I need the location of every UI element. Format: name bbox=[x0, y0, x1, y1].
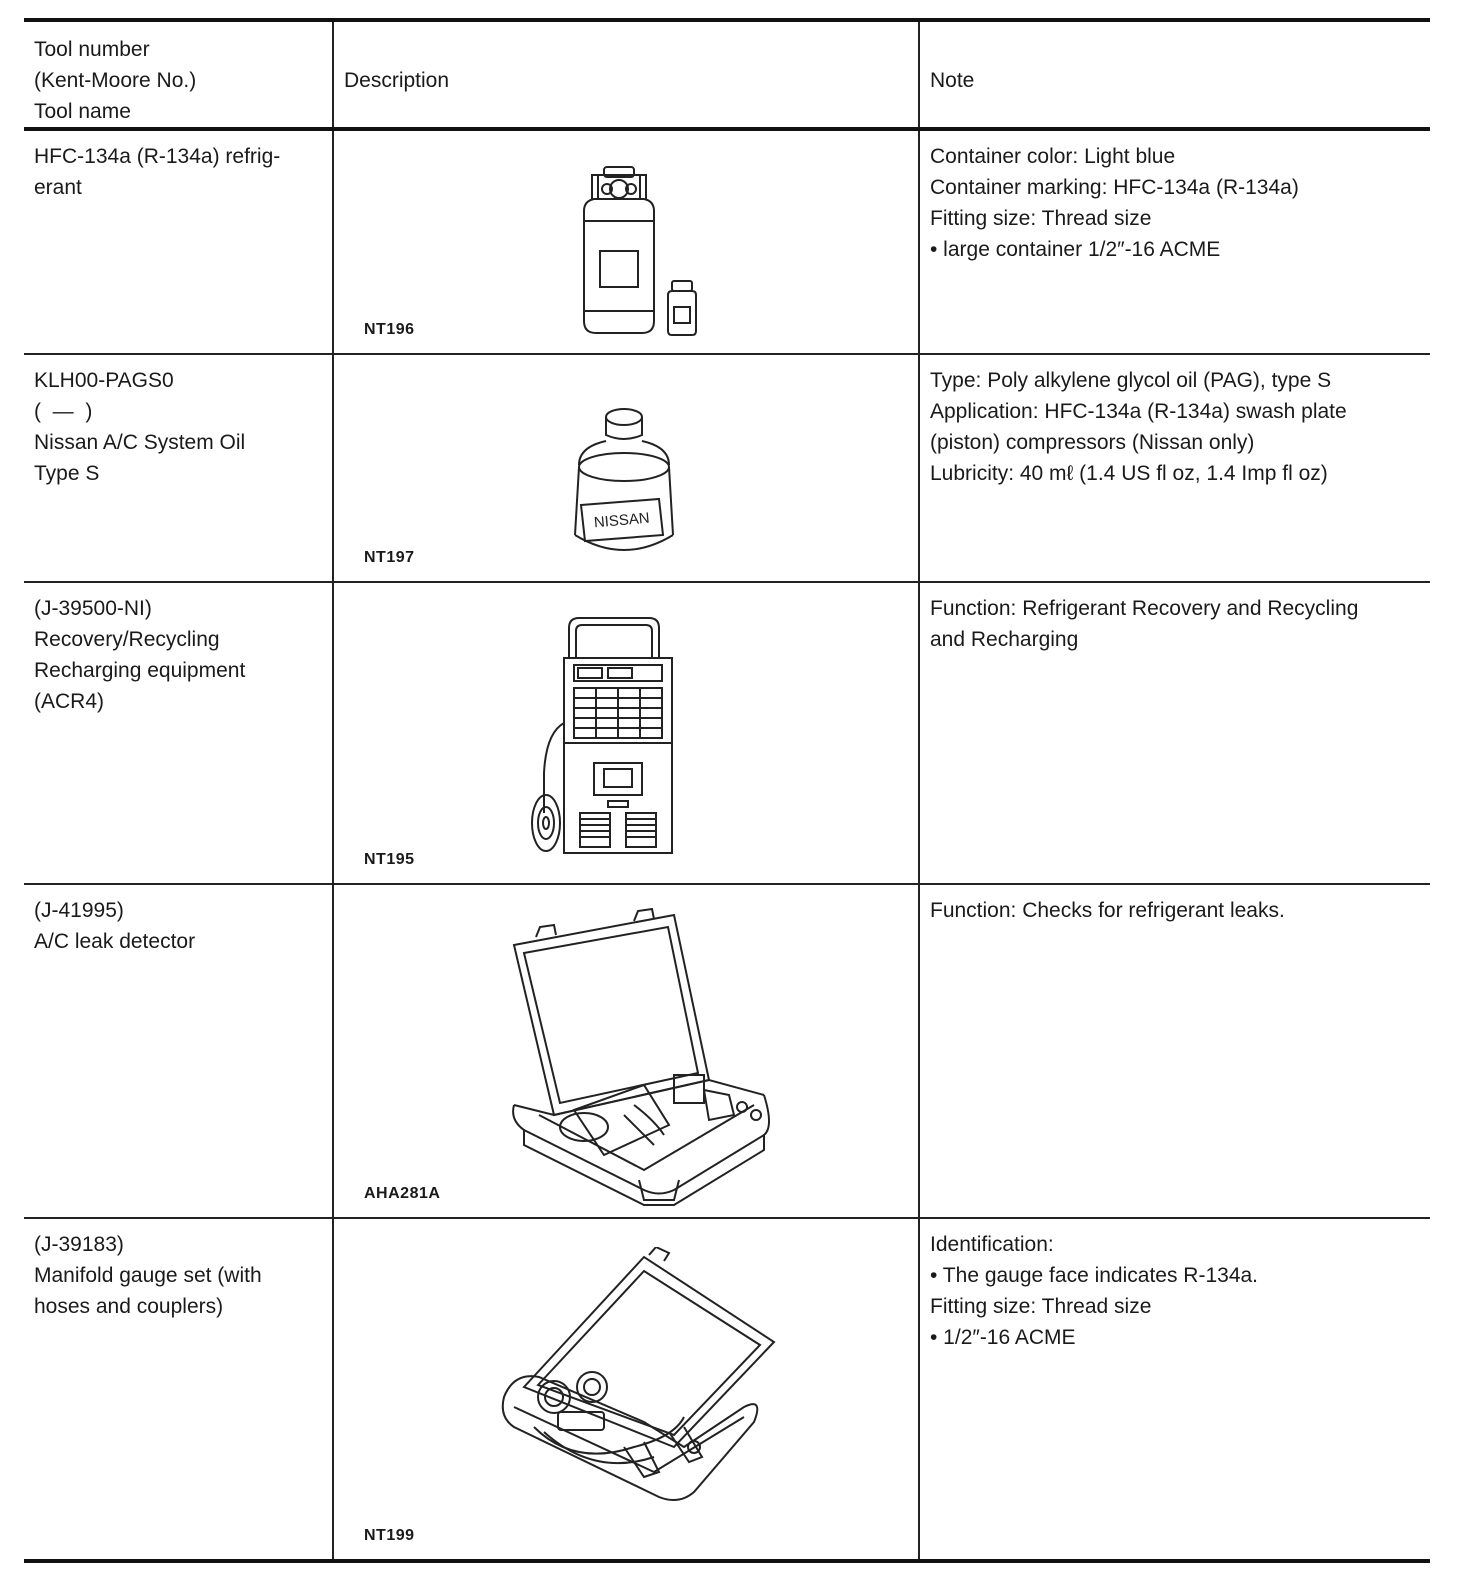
recovery-recharge-cart-icon bbox=[524, 613, 704, 868]
tool-line: KLH00-PAGS0 bbox=[34, 369, 174, 392]
table-row bbox=[24, 583, 1430, 885]
note-line: Function: Checks for refrigerant leaks. bbox=[930, 899, 1285, 922]
table-header-row bbox=[24, 22, 1430, 131]
tool-cell bbox=[24, 355, 332, 581]
tool-line: Nissan A/C System Oil bbox=[34, 431, 246, 454]
note-line: Lubricity: 40 mℓ (1.4 US fl oz, 1.4 Imp fl oz) bbox=[930, 462, 1328, 485]
tool-line: Recovery/Recycling bbox=[34, 628, 220, 651]
note-line: Container marking: HFC-134a (R-134a) bbox=[930, 176, 1299, 199]
manifold-gauge-case-icon bbox=[494, 1247, 794, 1507]
table-row bbox=[24, 885, 1430, 1219]
tool-cell bbox=[24, 1219, 332, 1559]
table-row bbox=[24, 131, 1430, 355]
note-line: • 1/2″-16 ACME bbox=[930, 1326, 1076, 1349]
tool-line: (J-39183) bbox=[34, 1233, 124, 1256]
tool-line: A/C leak detector bbox=[34, 930, 196, 953]
tool-line: Recharging equipment bbox=[34, 659, 246, 682]
note-cell bbox=[920, 355, 1430, 581]
description-cell bbox=[332, 885, 920, 1217]
table-row bbox=[24, 355, 1430, 583]
table-row bbox=[24, 1219, 1430, 1559]
header-tool-cell bbox=[24, 22, 332, 127]
header-note: Note bbox=[930, 69, 975, 92]
tool-line: (ACR4) bbox=[34, 690, 105, 713]
figure-code: NT196 bbox=[364, 321, 415, 338]
note-line: Application: HFC-134a (R-134a) swash plate bbox=[930, 400, 1347, 423]
note-line: Function: Refrigerant Recovery and Recycling bbox=[930, 597, 1359, 620]
oil-can-icon bbox=[559, 395, 689, 565]
tool-line: erant bbox=[34, 176, 82, 199]
tool-line: (J-39500-NI) bbox=[34, 597, 152, 620]
tool-line: hoses and couplers) bbox=[34, 1295, 224, 1318]
note-line: Fitting size: Thread size bbox=[930, 1295, 1152, 1318]
tool-cell bbox=[24, 583, 332, 883]
refrigerant-containers-icon bbox=[554, 161, 704, 341]
description-cell bbox=[332, 131, 920, 353]
note-cell bbox=[920, 583, 1430, 883]
figure-code: NT195 bbox=[364, 851, 415, 868]
note-line: Identification: bbox=[930, 1233, 1054, 1256]
figure-code: NT199 bbox=[364, 1527, 415, 1544]
note-cell bbox=[920, 131, 1430, 353]
note-cell bbox=[920, 1219, 1430, 1559]
tool-line: Manifold gauge set (with bbox=[34, 1264, 262, 1287]
leak-detector-case-icon bbox=[494, 905, 794, 1210]
note-line: Container color: Light blue bbox=[930, 145, 1176, 168]
header-tool-name: Tool name bbox=[34, 100, 131, 123]
tool-cell bbox=[24, 885, 332, 1217]
tool-line: (J-41995) bbox=[34, 899, 124, 922]
header-description: Description bbox=[344, 69, 450, 92]
tool-line: Type S bbox=[34, 462, 100, 485]
note-line: Fitting size: Thread size bbox=[930, 207, 1152, 230]
header-tool-number: Tool number bbox=[34, 38, 150, 61]
note-line: • The gauge face indicates R-134a. bbox=[930, 1264, 1259, 1287]
tool-line: ( — ) bbox=[34, 400, 93, 423]
figure-code: NT197 bbox=[364, 549, 415, 566]
figure-code: AHA281A bbox=[364, 1185, 441, 1202]
nissan-label: NISSAN bbox=[593, 509, 651, 532]
table-bottom-rule bbox=[24, 1559, 1430, 1563]
description-cell bbox=[332, 583, 920, 883]
header-note-cell bbox=[920, 22, 1430, 127]
tool-line: HFC-134a (R-134a) refrig- bbox=[34, 145, 281, 168]
tool-cell bbox=[24, 131, 332, 353]
note-line: Type: Poly alkylene glycol oil (PAG), type S bbox=[930, 369, 1332, 392]
description-cell bbox=[332, 1219, 920, 1559]
note-line: • large container 1/2″-16 ACME bbox=[930, 238, 1221, 261]
header-description-cell bbox=[332, 22, 920, 127]
note-cell bbox=[920, 885, 1430, 1217]
note-line: and Recharging bbox=[930, 628, 1079, 651]
description-cell bbox=[332, 355, 920, 581]
header-kent-moore: (Kent-Moore No.) bbox=[34, 69, 197, 92]
note-line: (piston) compressors (Nissan only) bbox=[930, 431, 1255, 454]
